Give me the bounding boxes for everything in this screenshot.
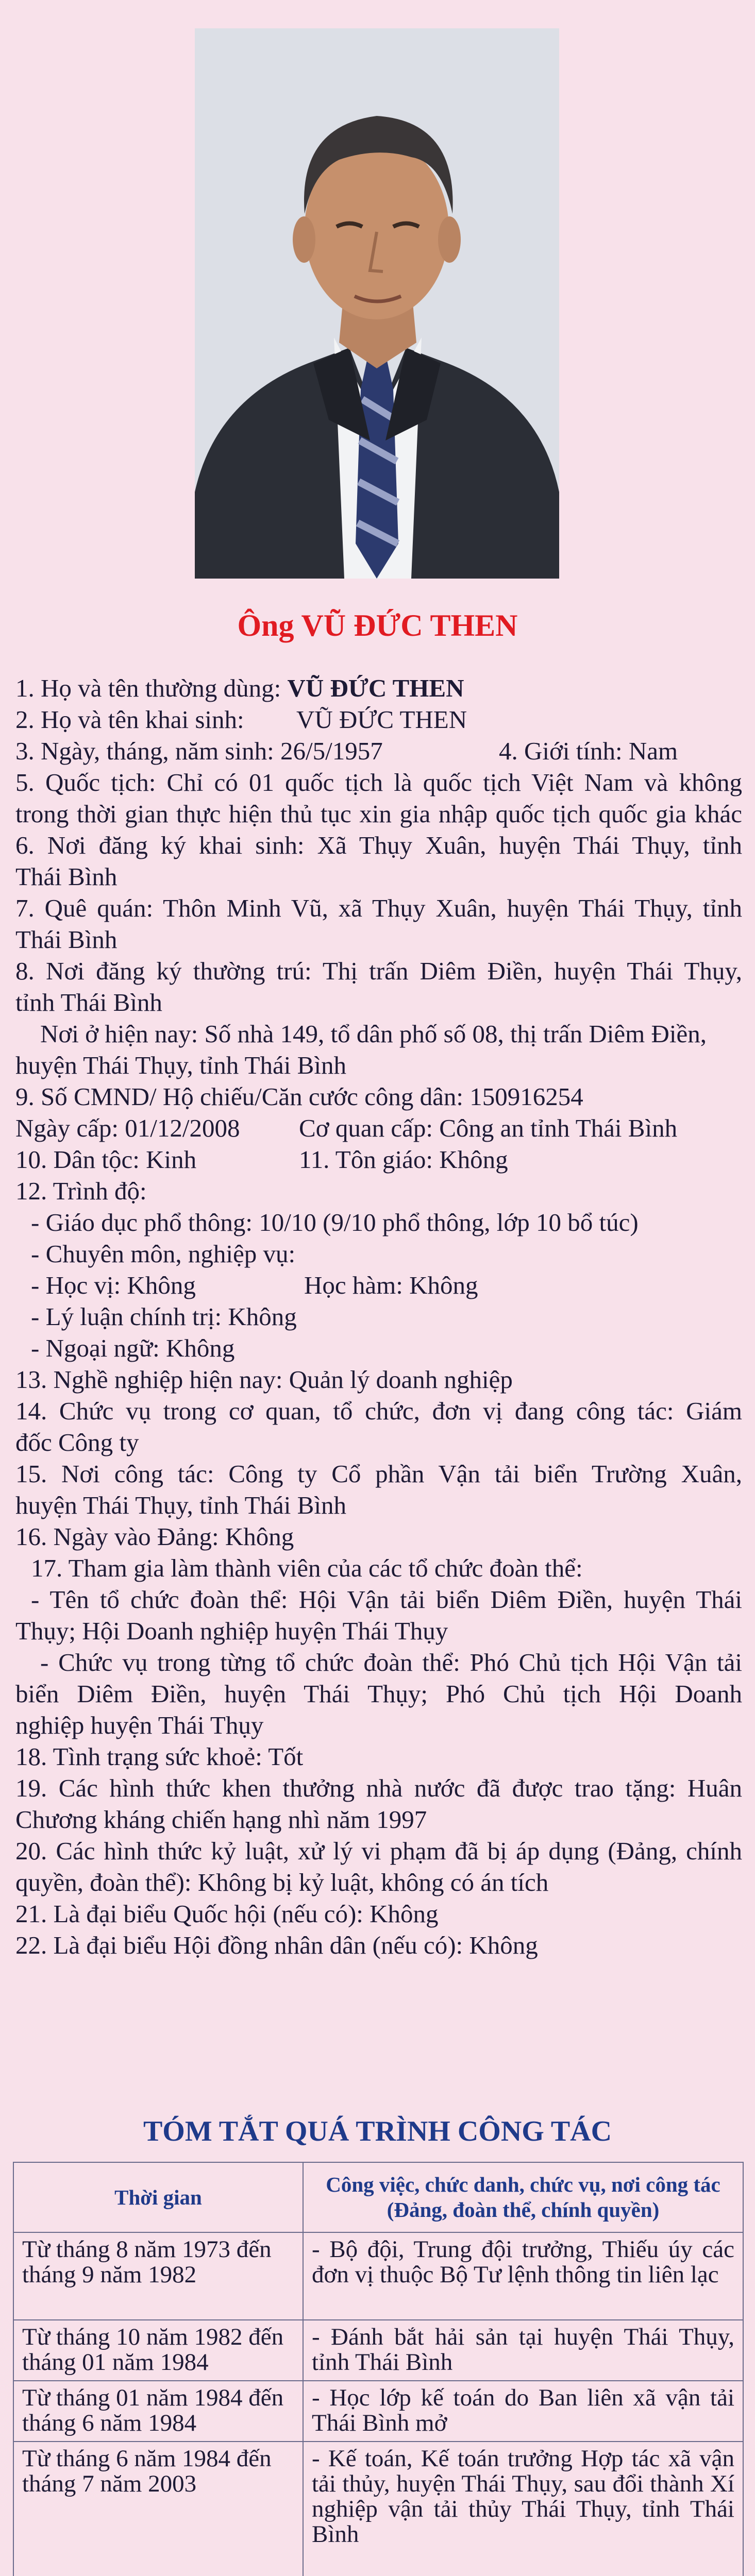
id-issue-date: Ngày cấp: 01/12/2008 (15, 1114, 240, 1142)
row-time: Từ tháng 6 năm 1984 đến tháng 7 năm 2003 (13, 2442, 303, 2576)
table-header-row (13, 2162, 743, 2232)
work-history-table (13, 2162, 744, 2576)
ethnicity-religion-line (15, 1144, 742, 1175)
candidate-name-title: Ông VŨ ĐỨC THEN (237, 608, 518, 642)
discipline-line-2: quyền, đoàn thể): Không bị kỷ luật, không có án tích (15, 1868, 549, 1896)
birth-registration-line-1: 6. Nơi đăng ký khai sinh: Xã Thụy Xuân, huyện Thái Thụy, tỉnh (15, 831, 742, 859)
organizations-heading: 17. Tham gia làm thành viên của các tổ chức đoàn thể: (31, 1554, 583, 1582)
education-heading: 12. Trình độ: (15, 1177, 147, 1205)
academic-title: Học hàm: Không (304, 1271, 478, 1299)
political-theory: - Lý luận chính trị: Không (31, 1302, 297, 1331)
table-row (13, 2442, 743, 2576)
birth-name-value: VŨ ĐỨC THEN (296, 705, 467, 734)
info-line-3 (15, 735, 742, 767)
national-assembly-deputy: 21. Là đại biểu Quốc hội (nếu có): Không (15, 1900, 439, 1928)
organization-names-line-2: Thụy; Hội Doanh nghiệp huyện Thái Thụy (15, 1617, 448, 1645)
birth-registration-line-2: Thái Bình (15, 862, 118, 891)
position-line-2: đốc Công ty (15, 1428, 139, 1456)
occupation: 13. Nghề nghiệp hiện nay: Quản lý doanh nghiệp (15, 1365, 513, 1394)
nationality-line-2: trong thời gian thực hiện thủ tục xin gia nhập quốc tịch quốc gia khác (15, 800, 742, 828)
common-name-value: VŨ ĐỨC THEN (287, 674, 464, 702)
row-time: Từ tháng 8 năm 1973 đến tháng 9 năm 1982 (13, 2232, 303, 2320)
organization-roles-line-2: biển Diêm Điền, huyện Thái Thụy; Phó Chủ tịch Hội Doanh (15, 1680, 742, 1708)
ethnicity: 10. Dân tộc: Kinh (15, 1145, 197, 1174)
column-header-time: Thời gian (13, 2162, 303, 2232)
discipline-line-1: 20. Các hình thức kỷ luật, xử lý vi phạm đã bị áp dụng (Đảng, chính (15, 1837, 742, 1865)
general-education: - Giáo dục phổ thông: 10/10 (9/10 phổ thông, lớp 10 bổ túc) (31, 1208, 639, 1236)
column-header-description: Công việc, chức danh, chức vụ, nơi công tác (Đảng, đoàn thể, chính quyền) (303, 2162, 743, 2232)
party-join-date: 16. Ngày vào Đảng: Không (15, 1522, 294, 1551)
hometown-line-2: Thái Bình (15, 925, 118, 954)
birth-date: 3. Ngày, tháng, năm sinh: 26/5/1957 (15, 737, 383, 765)
info-line-1 (15, 672, 742, 704)
workplace-line-1: 15. Nơi công tác: Công ty Cổ phần Vận tải biển Trường Xuân, (15, 1460, 742, 1488)
peoples-council-deputy: 22. Là đại biểu Hội đồng nhân dân (nếu có): Không (15, 1931, 538, 1959)
organization-roles-line-3: nghiệp huyện Thái Thụy (15, 1711, 264, 1739)
common-name-label: 1. Họ và tên thường dùng: (15, 674, 288, 702)
nationality-line-1: 5. Quốc tịch: Chỉ có 01 quốc tịch là quốc tịch Việt Nam và không (15, 768, 742, 796)
id-issuer: Cơ quan cấp: Công an tỉnh Thái Bình (299, 1114, 678, 1142)
id-number: 9. Số CMND/ Hộ chiếu/Căn cước công dân: 150916254 (15, 1082, 583, 1111)
birth-name-label: 2. Họ và tên khai sinh: (15, 705, 244, 734)
awards-line-1: 19. Các hình thức khen thưởng nhà nước đã được trao tặng: Huân (15, 1774, 742, 1802)
table-row (13, 2381, 743, 2442)
personal-info (15, 672, 742, 1961)
degree-line (15, 1269, 742, 1301)
specialty: - Chuyên môn, nghiệp vụ: (31, 1240, 296, 1268)
id-issue-line (15, 1112, 742, 1144)
workplace-line-2: huyện Thái Thụy, tỉnh Thái Bình (15, 1491, 346, 1519)
foreign-language: - Ngoại ngữ: Không (31, 1334, 235, 1362)
row-description: - Học lớp kế toán do Ban liên xã vận tải Thái Bình mở (303, 2381, 743, 2442)
current-address-line-1: Nơi ở hiện nay: Số nhà 149, tổ dân phố số 08, thị trấn Diêm Điền, (40, 1020, 707, 1048)
portrait-illustration (195, 28, 559, 579)
awards-line-2: Chương kháng chiến hạng nhì năm 1997 (15, 1805, 427, 1834)
organization-roles-line-1: - Chức vụ trong từng tổ chức đoàn thể: Phó Chủ tịch Hội Vận tải (40, 1648, 742, 1676)
health-status: 18. Tình trạng sức khoẻ: Tốt (15, 1742, 304, 1771)
residence-line-1: 8. Nơi đăng ký thường trú: Thị trấn Diêm Điền, huyện Thái Thụy, (15, 957, 742, 985)
position-line-1: 14. Chức vụ trong cơ quan, tổ chức, đơn vị đang công tác: Giám (15, 1397, 742, 1425)
table-row (13, 2320, 743, 2381)
info-line-2 (15, 704, 742, 735)
academic-degree: - Học vị: Không (31, 1271, 196, 1299)
gender: 4. Giới tính: Nam (499, 737, 678, 765)
row-description: - Bộ đội, Trung đội trưởng, Thiếu úy các đơn vị thuộc Bộ Tư lệnh thông tin liên lạc (303, 2232, 743, 2320)
work-history-title: TÓM TẮT QUÁ TRÌNH CÔNG TÁC (143, 2115, 612, 2147)
portrait-photo (195, 28, 559, 579)
row-description: - Kế toán, Kế toán trưởng Hợp tác xã vận tải thủy, huyện Thái Thụy, sau đổi thành Xí nghiệp vận tải thủy Thái Thụy, tỉnh Thái Bình (303, 2442, 743, 2576)
organization-names-line-1: - Tên tổ chức đoàn thể: Hội Vận tải biển Diêm Điền, huyện Thái (31, 1585, 742, 1614)
hometown-line-1: 7. Quê quán: Thôn Minh Vũ, xã Thụy Xuân, huyện Thái Thụy, tỉnh (15, 894, 742, 922)
row-time: Từ tháng 10 năm 1982 đến tháng 01 năm 1984 (13, 2320, 303, 2381)
table-row (13, 2232, 743, 2320)
current-address-line-2: huyện Thái Thụy, tỉnh Thái Bình (15, 1051, 346, 1079)
residence-line-2: tỉnh Thái Bình (15, 988, 162, 1016)
religion: 11. Tôn giáo: Không (299, 1145, 508, 1174)
row-description: - Đánh bắt hải sản tại huyện Thái Thụy, tỉnh Thái Bình (303, 2320, 743, 2381)
row-time: Từ tháng 01 năm 1984 đến tháng 6 năm 1984 (13, 2381, 303, 2442)
